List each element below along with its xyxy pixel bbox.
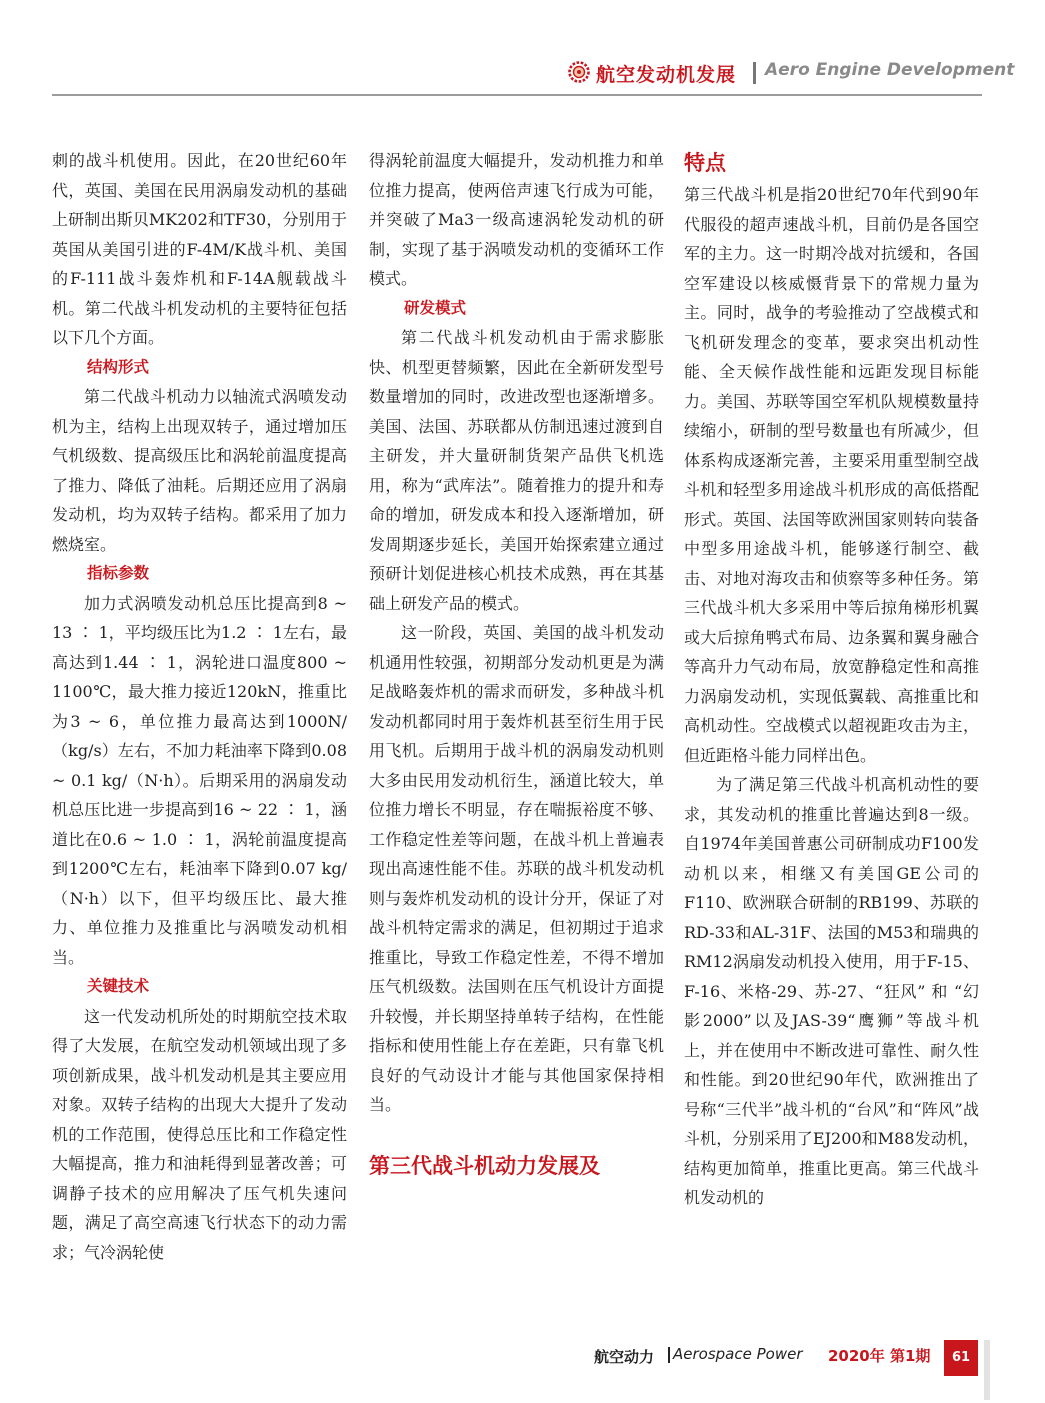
page-header: [0, 52, 1045, 96]
paragraph: 第二代战斗机发动机由于需求膨胀快、机型更替频繁，因此在全新研发型号数量增加的同时，改进改型也逐渐增多。美国、法国、苏联都从仿制迅速过渡到自主研发，并大量研制货架产品供飞机选用，称为“武库法”。随着推力的提升和寿命的增加，研发成本和投入逐渐增加，研发周期逐步延长，美国开始探索建立通过预研计划促进核心机技术成熟，再在其基础上研发产品的模式。: [369, 328, 664, 613]
section-title-continued: 特点: [684, 151, 726, 175]
header-title-en: Aero Engine Development: [765, 60, 1015, 80]
page-footer: [0, 1340, 1045, 1380]
subheading-structure: 结构形式: [87, 357, 150, 376]
footer-divider: [668, 1347, 670, 1363]
paragraph: 第三代战斗机是指20世纪70年代到90年代服役的超声速战斗机，目前仍是各国空军的主力。这一时期冷战对抗缓和，各国空军建设以核威慑背景下的常规力量为主。同时，战争的考验推动了空战模式和飞机研发理念的变革，要求突出机动性能、全天候作战性能和远距发现目标能力。美国、苏联等国空军机队规模数量持续缩小，研制的型号数量也有所减少，但体系构成逐渐完善，主要采用重型制空战斗机和轻型多用途战斗机形成的高低搭配形式。英国、法国等欧洲国家则转向装备中型多用途战斗机，能够遂行制空、截击、对地对海攻击和侦察等多种任务。第三代战斗机大多采用中等后掠角梯形机翼或大后掠角鸭式布局、边条翼和翼身融合等高升力气动布局，放宽静稳定性和高推力涡扇发动机，实现低翼载、高推重比和高机动性。空战模式以超视距攻击为主，但近距格斗能力同样出色。: [684, 185, 979, 765]
subheading-rd-mode: 研发模式: [404, 298, 467, 317]
paragraph: 得涡轮前温度大幅提升，发动机推力和单位推力提高，使两倍声速飞行成为可能，并突破了Ma3一级高速涡轮发动机的研制，实现了基于涡喷发动机的变循环工作模式。: [369, 151, 664, 288]
header-divider: [753, 62, 756, 84]
footer-journal-en: Aerospace Power: [673, 1345, 803, 1363]
gear-emblem-icon: [568, 61, 590, 83]
paragraph: 为了满足第三代战斗机高机动性的要求，其发动机的推重比普遍达到8一级。自1974年美国普惠公司研制成功F100发动机以来，相继又有美国GE公司的F110、欧洲联合研制的RB199、苏联的RD-33和AL-31F、法国的M53和瑞典的RM12涡扇发动机投入使用，用于F-15、F-16、米格-29、苏-27、“狂风” 和 “幻影2000”以及JAS-39“鹰狮”等战斗机上，并在使用中不断改进可靠性、耐久性和性能。到20世纪90年代，欧洲推出了号称“三代半”战斗机的“台风”和“阵风”战斗机，分别采用了EJ200和M88发动机，结构更加简单，推重比更高。第三代战斗机发动机的: [684, 775, 979, 1207]
paragraph: 加力式涡喷发动机总压比提高到8 ~ 13 ∶ 1，平均级压比为1.2 ∶ 1左右，最高达到1.44 ∶ 1，涡轮进口温度800 ~ 1100℃，最大推力接近120kN，推重比为3 ~ 6，单位推力最高达到1000N/（kg/s）左右，不加力耗油率下降到0.08 ~ 0.1 kg/（N·h）。后期采用的涡扇发动机总压比进一步提高到16 ~ 22 ∶ 1，涵道比在0.6 ~ 1.0 ∶ 1，涡轮前温度提高到1200℃左右，耗油率下降到0.07 kg/（N·h）以下，但平均级压比、最大推力、单位推力及推重比与涡喷发动机相当。: [52, 593, 347, 967]
column-2: [369, 146, 664, 1180]
edge-strip: [984, 1340, 990, 1400]
paragraph: 刺的战斗机使用。因此，在20世纪60年代，英国、美国在民用涡扇发动机的基础上研制出斯贝MK202和TF30，分别用于英国从美国引进的F-4M/K战斗机、美国的F-111战斗轰炸机和F-14A舰载战斗机。第二代战斗机发动机的主要特征包括以下几个方面。: [52, 151, 347, 347]
subheading-parameters: 指标参数: [87, 564, 150, 582]
column-3: [684, 146, 979, 1213]
header-rule: [52, 94, 982, 96]
paragraph: 第二代战斗机动力以轴流式涡喷发动机为主，结构上出现双转子，通过增加压气机级数、提高级压比和涡轮前温度提高了推力、降低了油耗。后期还应用了涡扇发动机，均为双转子结构。都采用了加力燃烧室。: [52, 387, 347, 554]
column-1: [52, 146, 347, 1267]
footer-issue: 2020年 第1期: [828, 1347, 931, 1365]
section-title: 第三代战斗机动力发展及: [369, 1153, 600, 1178]
paragraph: 这一阶段，英国、美国的战斗机发动机通用性较强，初期部分发动机更是为满足战略轰炸机的需求而研发，多种战斗机发动机都同时用于轰炸机甚至衍生用于民用飞机。后期用于战斗机的涡扇发动机则大多由民用发动机衍生，涵道比较大，单位推力增长不明显，存在喘振裕度不够、工作稳定性差等问题，在战斗机上普遍表现出高速性能不佳。苏联的战斗机发动机则与轰炸机发动机的设计分开，保证了对战斗机特定需求的满足，但初期过于追求推重比，导致工作稳定性差，不得不增加压气机级数。法国则在压气机设计方面提升较慢，并长期坚持单转子结构，在性能指标和使用性能上存在差距，只有靠飞机良好的气动设计才能与其他国家保持相当。: [369, 623, 664, 1114]
subheading-key-tech: 关键技术: [87, 977, 150, 995]
paragraph: 这一代发动机所处的时期航空技术取得了大发展，在航空发动机领域出现了多项创新成果，战斗机发动机是其主要应用对象。双转子结构的出现大大提升了发动机的工作范围，使得总压比和工作稳定性大幅提高，推力和油耗得到显著改善；可调静子技术的应用解决了压气机失速问题，满足了高空高速飞行状态下的动力需求；气冷涡轮使: [52, 1006, 347, 1262]
header-title-cn: 航空发动机发展: [596, 64, 737, 86]
page-number: 61: [944, 1340, 978, 1376]
footer-journal-cn: 航空动力: [594, 1348, 655, 1366]
